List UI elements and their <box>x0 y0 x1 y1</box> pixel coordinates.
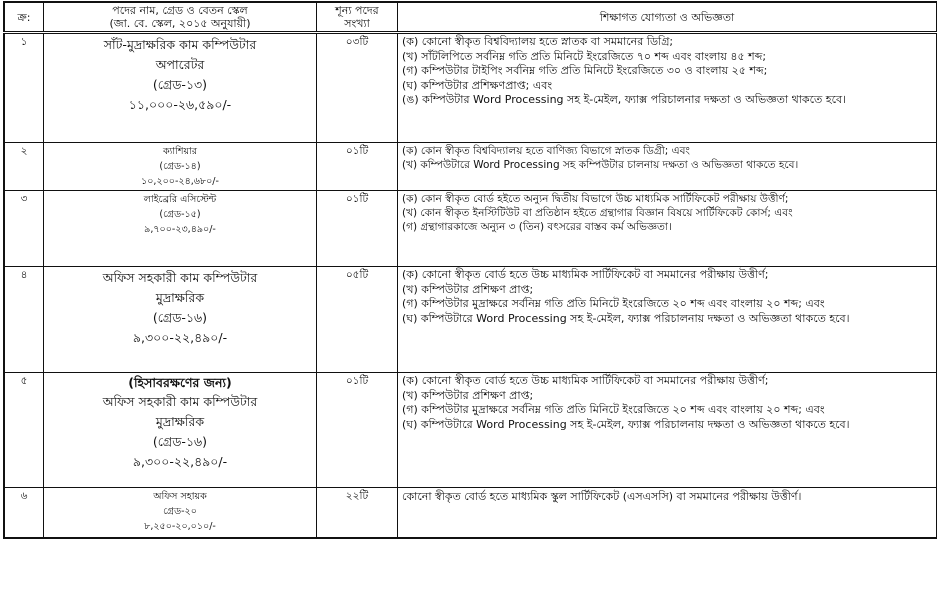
post-grade: (গ্রেড-১৬) <box>48 432 312 452</box>
qualification-item: (খ) কম্পিউটারে Word Processing সহ কম্পিউটার চালনায় দক্ষতা ও অভিজ্ঞতা থাকতে হবে। <box>402 158 932 172</box>
qualification-item: (ক) কোনো স্বীকৃত বিশ্ববিদ্যালয় হতে স্নাতক বা সমমানের ডিগ্রি; <box>402 35 932 50</box>
post-grade: (গ্রেড-১৩) <box>48 75 312 95</box>
post-pay-scale: ৮,২৫০-২০,০১০/- <box>48 519 312 534</box>
qualification-item: (ক) কোনো স্বীকৃত বোর্ড হতে উচ্চ মাধ্যমিক সার্টিফিকেট বা সমমানের পরীক্ষায় উত্তীর্ণ; <box>402 374 932 389</box>
post-title: অফিস সহকারী কাম কম্পিউটার মুদ্রাক্ষরিক <box>48 268 312 308</box>
row-serial: ১ <box>4 33 44 143</box>
qualification-list <box>402 35 932 108</box>
post-title: অফিস সহকারী কাম কম্পিউটার মুদ্রাক্ষরিক <box>48 392 312 432</box>
post-cell <box>44 191 317 267</box>
header-qualification: শিক্ষাগত যোগ্যতা ও অভিজ্ঞতা <box>398 2 937 33</box>
header-post <box>44 2 317 33</box>
table-row <box>4 488 937 538</box>
post-pay-scale: ৯,৩০০-২২,৪৯০/- <box>48 452 312 472</box>
qualification-cell <box>398 143 937 191</box>
post-title: ক্যাশিয়ার <box>48 144 312 159</box>
qualification-list <box>402 268 932 326</box>
qualification-item: (খ) কম্পিউটার প্রশিক্ষণ প্রাপ্ত; <box>402 283 932 298</box>
post-cell <box>44 33 317 143</box>
header-post-label: পদের নাম, গ্রেড ও বেতন স্কেল <box>112 4 247 17</box>
post-title: অফিস সহায়ক <box>48 489 312 504</box>
post-pay-scale: ১১,০০০-২৬,৫৯০/- <box>48 95 312 115</box>
row-serial: ৫ <box>4 373 44 488</box>
header-scale-note: (জা. বে. স্কেল, ২০১৫ অনুযায়ী) <box>109 17 250 30</box>
table-row <box>4 373 937 488</box>
qualification-cell <box>398 191 937 267</box>
recruitment-notice-page <box>0 1 937 592</box>
vacancy-count: ০৫টি <box>317 267 398 373</box>
vacancy-count: ০৩টি <box>317 33 398 143</box>
post-pay-scale: ১০,২০০-২৪,৬৮০/- <box>48 174 312 189</box>
qualification-item: (ঘ) কম্পিউটারে Word Processing সহ ই-মেইল, ফ্যাক্স পরিচালনায় দক্ষতা ও অভিজ্ঞতা থাকতে হবে। <box>402 312 932 327</box>
table-row <box>4 267 937 373</box>
qualification-item: (খ) কম্পিউটার প্রশিক্ষণ প্রাপ্ত; <box>402 389 932 404</box>
row-serial: ৬ <box>4 488 44 538</box>
qualification-list <box>402 144 932 172</box>
qualification-cell <box>398 33 937 143</box>
post-title: সাঁট-মুদ্রাক্ষরিক কাম কম্পিউটার অপারেটর <box>48 35 312 75</box>
header-serial: ক্র: <box>4 2 44 33</box>
vacancy-count: ০১টি <box>317 191 398 267</box>
qualification-item: (গ) গ্রন্থাগারকাজে অন্যুন ৩ (তিন) বৎসরের বাস্তব কর্ম অভিজ্ঞতা। <box>402 220 932 234</box>
post-cell <box>44 373 317 488</box>
post-cell <box>44 267 317 373</box>
vacancy-count: ০১টি <box>317 373 398 488</box>
post-grade: (গ্রেড-১৬) <box>48 308 312 328</box>
qualification-item: (খ) কোন স্বীকৃত ইনস্টিটিউট বা প্রতিষ্ঠান হইতে গ্রন্থাগার বিজ্ঞান বিষয়ে সার্টিফিকেট কোর্স; এবং <box>402 206 932 220</box>
qualification-item: (গ) কম্পিউটার মুদ্রাক্ষরে সর্বনিম্ন গতি প্রতি মিনিটে ইংরেজিতে ২০ শব্দ এবং বাংলায় ২০ শব্দ; এবং <box>402 403 932 418</box>
post-grade: গ্রেড-২০ <box>48 504 312 519</box>
qualification-item: (গ) কম্পিউটার মুদ্রাক্ষরে সর্বনিম্ন গতি প্রতি মিনিটে ইংরেজিতে ২০ শব্দ এবং বাংলায় ২০ শব্দ; এবং <box>402 297 932 312</box>
post-grade: (গ্রেড-১৪) <box>48 159 312 174</box>
qualification-item: (খ) সাঁটলিপিতে সর্বনিম্ন গতি প্রতি মিনিটে ইংরেজিতে ৭০ শব্দ এবং বাংলায় ৪৫ শব্দ; <box>402 50 932 65</box>
qualification-text: কোনো স্বীকৃত বোর্ড হতে মাধ্যমিক স্কুল সার্টিফিকেট (এসএসসি) বা সমমানের পরীক্ষায় উত্তীর্ণ। <box>402 489 932 504</box>
qualification-item: (ঘ) কম্পিউটার প্রশিক্ষণপ্রাপ্ত; এবং <box>402 79 932 94</box>
post-title: লাইব্রেরি এসিস্টেন্ট <box>48 192 312 207</box>
qualification-cell <box>398 488 937 538</box>
header-vacancies: শূন্য পদের সংখ্যা <box>317 2 398 33</box>
post-cell <box>44 488 317 538</box>
qualification-list <box>402 374 932 432</box>
table-row <box>4 191 937 267</box>
vacancy-count: ০১টি <box>317 143 398 191</box>
qualification-list <box>402 192 932 235</box>
post-pay-scale: ৯,৭০০-২৩,৪৯০/- <box>48 222 312 237</box>
vacancy-table <box>3 1 937 539</box>
qualification-item: (ক) কোন স্বীকৃত বিশ্ববিদ্যালয় হতে বাণিজ্য বিভাগে স্নাতক ডিগ্রী; এবং <box>402 144 932 158</box>
table-row <box>4 33 937 143</box>
row-serial: ৪ <box>4 267 44 373</box>
vacancy-count: ২২টি <box>317 488 398 538</box>
qualification-cell <box>398 267 937 373</box>
qualification-item: (ক) কোনো স্বীকৃত বোর্ড হতে উচ্চ মাধ্যমিক সার্টিফিকেট বা সমমানের পরীক্ষায় উত্তীর্ণ; <box>402 268 932 283</box>
qualification-item: (ঙ) কম্পিউটার Word Processing সহ ই-মেইল, ফ্যাক্স পরিচালনার দক্ষতা ও অভিজ্ঞতা থাকতে হবে। <box>402 93 932 108</box>
row-serial: ২ <box>4 143 44 191</box>
qualification-item: (ক) কোন স্বীকৃত বোর্ড হইতে অন্যুন দ্বিতীয় বিভাগে উচ্চ মাধ্যমিক সার্টিফিকেট পরীক্ষায় উত্তীর্ণ; <box>402 192 932 206</box>
qualification-item: (গ) কম্পিউটার টাইপিং সর্বনিম্ন গতি প্রতি মিনিটে ইংরেজিতে ৩০ ও বাংলায় ২৫ শব্দ; <box>402 64 932 79</box>
post-cell <box>44 143 317 191</box>
post-note: (হিসাবরক্ষণের জন্য) <box>48 374 312 392</box>
qualification-item: (ঘ) কম্পিউটারে Word Processing সহ ই-মেইল, ফ্যাক্স পরিচালনায় দক্ষতা ও অভিজ্ঞতা থাকতে হবে। <box>402 418 932 433</box>
post-grade: (গ্রেড-১৫) <box>48 207 312 222</box>
table-row <box>4 143 937 191</box>
qualification-cell <box>398 373 937 488</box>
row-serial: ৩ <box>4 191 44 267</box>
table-header-row <box>4 2 937 33</box>
post-pay-scale: ৯,৩০০-২২,৪৯০/- <box>48 328 312 348</box>
